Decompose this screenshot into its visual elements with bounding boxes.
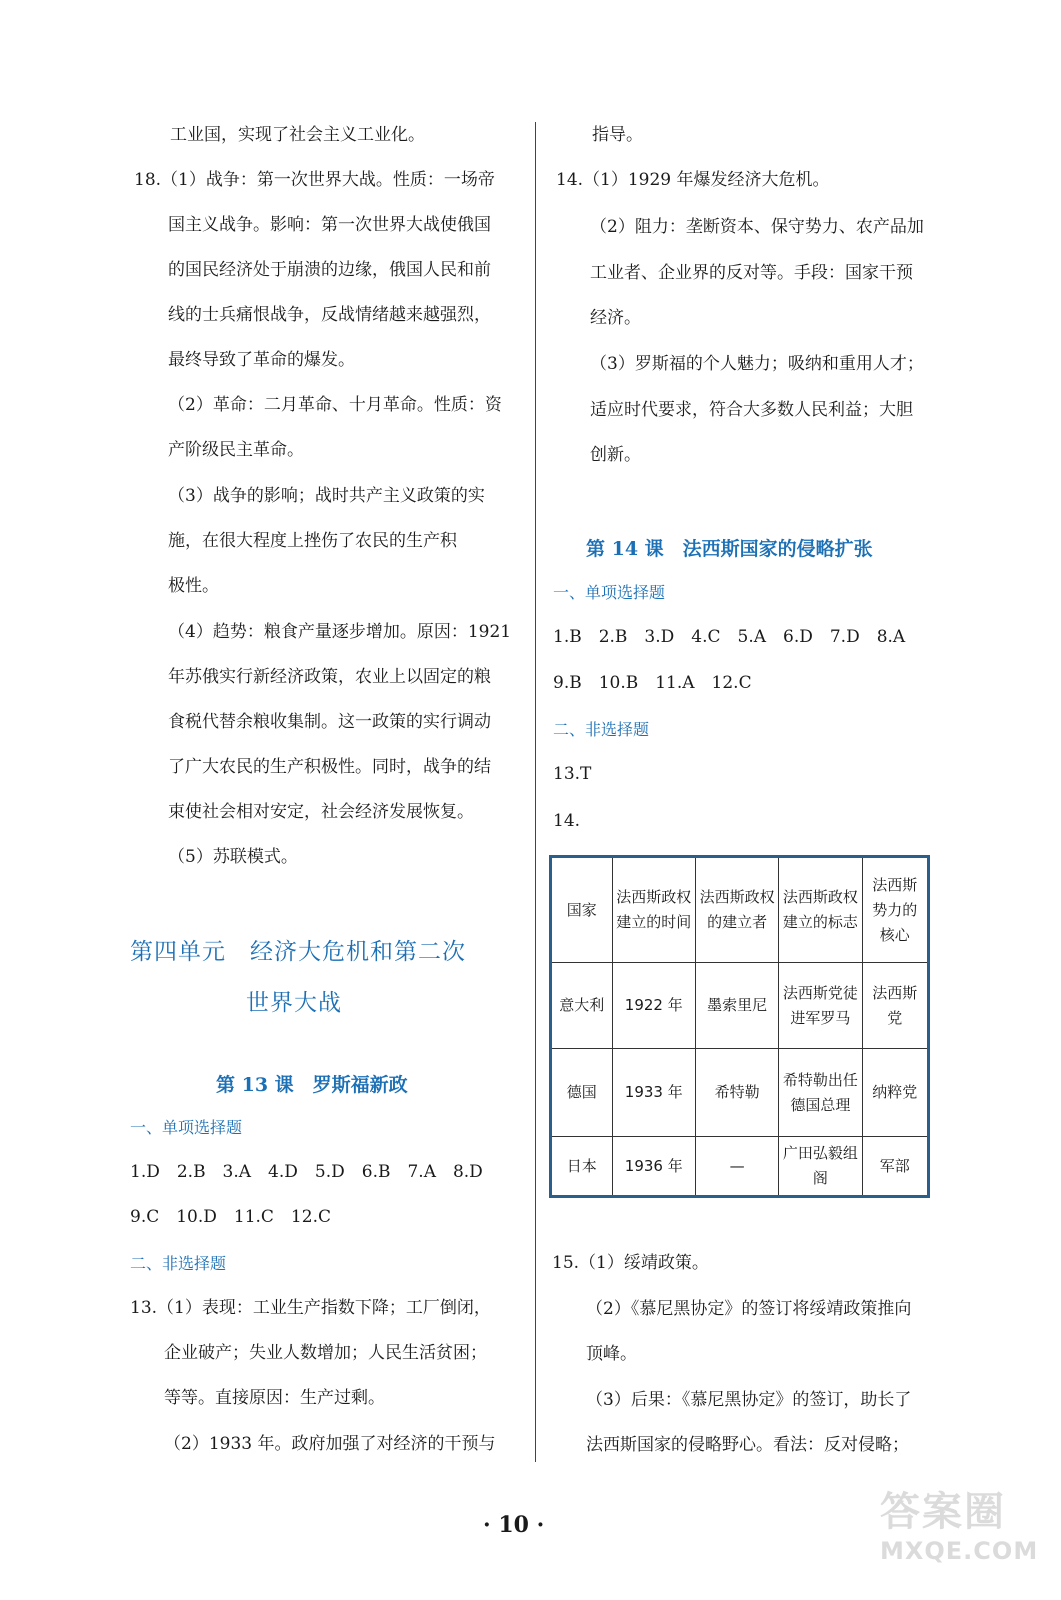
text-line: （2）1933 年。政府加强了对经济的干预与: [164, 1434, 496, 1454]
text-line: （3）战争的影响；战时共产主义政策的实: [168, 486, 485, 506]
text-line: 束使社会相对安定，社会经济发展恢复。: [168, 802, 474, 822]
table-cell: 军部: [862, 1137, 929, 1197]
table-cell: 1922 年: [612, 963, 696, 1049]
watermark-text: 答案圈: [880, 1489, 1006, 1535]
text-line: 的国民经济处于崩溃的边缘，俄国人民和前: [168, 260, 491, 280]
unit-title-cont: 世界大战: [246, 990, 342, 1016]
lesson-14-title: 第 14 课 法西斯国家的侵略扩张: [586, 538, 873, 560]
q18-line: 18.（1）战争：第一次世界大战。性质：一场帝: [134, 170, 495, 190]
table-cell: 法西斯党: [862, 963, 929, 1049]
text-line: 施，在很大程度上挫伤了农民的生产积: [168, 531, 457, 551]
text-line: （2）《慕尼黑协定》的签订将绥靖政策推向: [586, 1299, 912, 1319]
text-line: （4）趋势：粮食产量逐步增加。原因：1921: [168, 622, 512, 642]
mc-answers-line: 9.B 10.B 11.A 12.C: [553, 673, 752, 693]
table-cell: 意大利: [551, 963, 613, 1049]
lesson-13-title: 第 13 课 罗斯福新政: [216, 1074, 408, 1096]
q14-line: 14.（1）1929 年爆发经济大危机。: [556, 170, 830, 190]
section-heading-mc: 一、单项选择题: [553, 583, 666, 602]
table-header-cell: 法西斯势力的核心: [862, 857, 929, 963]
text-line: 工业国，实现了社会主义工业化。: [170, 125, 425, 145]
text-line: 经济。: [590, 308, 641, 328]
text-line: （2）革命：二月革命、十月革命。性质：资: [168, 395, 502, 415]
table-cell: 1936 年: [612, 1137, 696, 1197]
column-divider: [535, 122, 536, 1462]
text-line: 创新。: [590, 445, 641, 465]
q13-line: 13.（1）表现：工业生产指数下降；工厂倒闭，: [130, 1298, 491, 1318]
table-header-cell: 国家: [551, 857, 613, 963]
text-line: 顶峰。: [586, 1344, 637, 1364]
fascist-states-table: [549, 855, 930, 1198]
text-line: （5）苏联模式。: [168, 847, 298, 867]
mc-answers-line: 9.C 10.D 11.C 12.C: [130, 1207, 331, 1227]
section-heading-non-mc: 二、非选择题: [130, 1254, 227, 1273]
table-cell: 广田弘毅组阁: [779, 1137, 862, 1197]
text-line: 法西斯国家的侵略野心。看法：反对侵略；: [586, 1435, 909, 1455]
text-line: 年苏俄实行新经济政策，农业上以固定的粮: [168, 667, 491, 687]
text-line: 食税代替余粮收集制。这一政策的实行调动: [168, 712, 491, 732]
text-line: 等等。直接原因：生产过剩。: [164, 1388, 385, 1408]
unit-title: 第四单元 经济大危机和第二次: [130, 939, 466, 965]
page-number: · 10 ·: [483, 1512, 545, 1538]
table-header-cell: 法西斯政权的建立者: [696, 857, 779, 963]
table-cell: 墨索里尼: [696, 963, 779, 1049]
table-cell: 日本: [551, 1137, 613, 1197]
text-line: 了广大农民的生产积极性。同时，战争的结: [168, 757, 491, 777]
table-header-cell: 法西斯政权建立的标志: [779, 857, 862, 963]
text-line: 线的士兵痛恨战争，反战情绪越来越强烈，: [168, 305, 491, 325]
table-cell: 纳粹党: [862, 1049, 929, 1137]
text-line: 国主义战争。影响：第一次世界大战使俄国: [168, 215, 491, 235]
q13-answer: 13.T: [553, 764, 592, 784]
text-line: （2）阻力：垄断资本、保守势力、农产品加: [590, 217, 924, 237]
table-cell: 希特勒: [696, 1049, 779, 1137]
table-header-row: [551, 857, 929, 963]
table-row: [551, 1049, 929, 1137]
table-cell: 德国: [551, 1049, 613, 1137]
text-line: 工业者、企业界的反对等。手段：国家干预: [590, 263, 913, 283]
text-line: 最终导致了革命的爆发。: [168, 350, 355, 370]
table-cell: 法西斯党徒进军罗马: [779, 963, 862, 1049]
text-line: 企业破产；失业人数增加；人民生活贫困；: [164, 1343, 487, 1363]
mc-answers-line: 1.D 2.B 3.A 4.D 5.D 6.B 7.A 8.D: [130, 1162, 483, 1182]
table-row: [551, 1137, 929, 1197]
table-cell: 希特勒出任德国总理: [779, 1049, 862, 1137]
text-line: 极性。: [168, 576, 219, 596]
table-row: [551, 963, 929, 1049]
text-line: （3）后果：《慕尼黑协定》的签订，助长了: [586, 1390, 912, 1410]
table-cell: —: [696, 1137, 779, 1197]
q15-line: 15.（1）绥靖政策。: [552, 1253, 709, 1273]
text-line: （3）罗斯福的个人魅力；吸纳和重用人才；: [590, 354, 924, 374]
q14-label: 14.: [553, 811, 581, 831]
text-line: 产阶级民主革命。: [168, 440, 304, 460]
mc-answers-line: 1.B 2.B 3.D 4.C 5.A 6.D 7.D 8.A: [553, 627, 906, 647]
section-heading-non-mc: 二、非选择题: [553, 720, 650, 739]
table-cell: 1933 年: [612, 1049, 696, 1137]
section-heading-mc: 一、单项选择题: [130, 1118, 243, 1137]
text-line: 适应时代要求，符合大多数人民利益；大胆: [590, 400, 913, 420]
text-line: 指导。: [592, 125, 643, 145]
watermark-url: MXQE.COM: [880, 1537, 1039, 1565]
table-header-cell: 法西斯政权建立的时间: [612, 857, 696, 963]
watermark-logo: [880, 1488, 1040, 1583]
